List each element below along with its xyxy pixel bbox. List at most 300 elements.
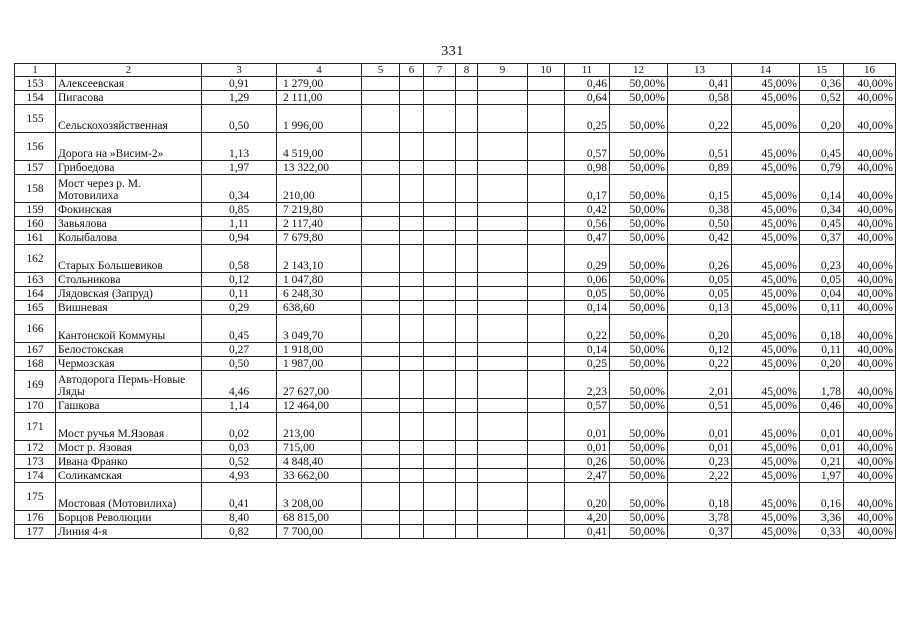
length-value: 1,13 [202,133,277,161]
empty-cell [528,315,565,343]
empty-cell [478,175,528,203]
empty-cell [478,273,528,287]
empty-cell [400,343,424,357]
area-value: 1 047,80 [277,273,362,287]
value-col-11: 0,47 [565,231,610,245]
area-value: 2 117,40 [277,217,362,231]
value-col-15: 0,33 [800,525,844,539]
length-value: 0,52 [202,455,277,469]
value-col-11: 0,06 [565,273,610,287]
value-col-13: 0,12 [668,343,732,357]
column-number-header: 16 [844,64,896,77]
empty-cell [528,483,565,511]
row-number: 154 [15,91,56,105]
empty-cell [362,217,400,231]
value-col-15: 0,11 [800,301,844,315]
empty-cell [362,315,400,343]
empty-cell [424,231,456,245]
empty-cell [478,343,528,357]
empty-cell [424,469,456,483]
percent-col-14: 45,00% [732,175,800,203]
area-value: 13 322,00 [277,161,362,175]
empty-cell [400,217,424,231]
value-col-15: 0,45 [800,133,844,161]
row-number: 155 [15,105,56,133]
percent-col-16: 40,00% [844,469,896,483]
empty-cell [478,455,528,469]
row-number: 175 [15,483,56,511]
length-value: 1,14 [202,399,277,413]
empty-cell [400,203,424,217]
empty-cell [478,301,528,315]
percent-col-12: 50,00% [610,413,668,441]
street-name: Мост ручья М.Язовая [56,413,202,441]
empty-cell [528,469,565,483]
table-row [15,91,896,105]
length-value: 0,12 [202,273,277,287]
row-number: 169 [15,371,56,399]
percent-col-12: 50,00% [610,441,668,455]
percent-col-16: 40,00% [844,161,896,175]
percent-col-14: 45,00% [732,91,800,105]
percent-col-16: 40,00% [844,301,896,315]
empty-cell [456,77,478,91]
column-number-header: 10 [528,64,565,77]
percent-col-16: 40,00% [844,441,896,455]
street-name: Сельскохозяйственная [56,105,202,133]
empty-cell [528,371,565,399]
table-row [15,469,896,483]
table-row [15,455,896,469]
table-row [15,217,896,231]
length-value: 0,50 [202,357,277,371]
table-row [15,273,896,287]
length-value: 1,29 [202,91,277,105]
area-value: 715,00 [277,441,362,455]
value-col-13: 0,05 [668,287,732,301]
percent-col-14: 45,00% [732,287,800,301]
percent-col-12: 50,00% [610,455,668,469]
street-name: Фокинская [56,203,202,217]
value-col-11: 0,46 [565,77,610,91]
empty-cell [400,161,424,175]
percent-col-12: 50,00% [610,525,668,539]
area-value: 1 987,00 [277,357,362,371]
empty-cell [362,357,400,371]
area-value: 6 248,30 [277,287,362,301]
value-col-15: 0,05 [800,273,844,287]
value-col-13: 0,22 [668,105,732,133]
area-value: 33 662,00 [277,469,362,483]
table-row [15,399,896,413]
column-number-header: 8 [456,64,478,77]
column-number-header: 9 [478,64,528,77]
column-number-header: 14 [732,64,800,77]
area-value: 1 918,00 [277,343,362,357]
empty-cell [478,91,528,105]
value-col-15: 0,20 [800,105,844,133]
value-col-11: 0,25 [565,357,610,371]
table-row [15,343,896,357]
value-col-15: 3,36 [800,511,844,525]
row-number: 174 [15,469,56,483]
row-number: 168 [15,357,56,371]
empty-cell [424,77,456,91]
percent-col-16: 40,00% [844,203,896,217]
empty-cell [400,483,424,511]
percent-col-12: 50,00% [610,245,668,273]
empty-cell [424,511,456,525]
street-name: Кантонской Коммуны [56,315,202,343]
length-value: 0,02 [202,413,277,441]
percent-col-14: 45,00% [732,441,800,455]
percent-col-12: 50,00% [610,469,668,483]
row-number: 173 [15,455,56,469]
street-name: Колыбалова [56,231,202,245]
percent-col-12: 50,00% [610,91,668,105]
percent-col-14: 45,00% [732,105,800,133]
street-name: Чермозская [56,357,202,371]
table-row [15,525,896,539]
percent-col-14: 45,00% [732,483,800,511]
empty-cell [424,203,456,217]
empty-cell [456,301,478,315]
percent-col-12: 50,00% [610,273,668,287]
empty-cell [362,483,400,511]
percent-col-16: 40,00% [844,413,896,441]
percent-col-16: 40,00% [844,105,896,133]
row-number: 163 [15,273,56,287]
empty-cell [478,371,528,399]
area-value: 210,00 [277,175,362,203]
empty-cell [528,217,565,231]
empty-cell [456,455,478,469]
empty-cell [362,455,400,469]
percent-col-14: 45,00% [732,133,800,161]
value-col-13: 2,22 [668,469,732,483]
percent-col-16: 40,00% [844,455,896,469]
empty-cell [400,357,424,371]
data-table [14,63,896,539]
table-row [15,77,896,91]
value-col-11: 0,14 [565,301,610,315]
value-col-15: 0,11 [800,343,844,357]
percent-col-16: 40,00% [844,77,896,91]
empty-cell [478,287,528,301]
empty-cell [478,357,528,371]
length-value: 0,58 [202,245,277,273]
empty-cell [424,161,456,175]
percent-col-16: 40,00% [844,343,896,357]
percent-col-12: 50,00% [610,357,668,371]
empty-cell [424,371,456,399]
value-col-13: 0,42 [668,231,732,245]
empty-cell [362,77,400,91]
area-value: 1 279,00 [277,77,362,91]
value-col-11: 0,25 [565,105,610,133]
empty-cell [528,357,565,371]
empty-cell [362,469,400,483]
empty-cell [400,231,424,245]
value-col-11: 0,42 [565,203,610,217]
row-number: 153 [15,77,56,91]
empty-cell [456,371,478,399]
table-row [15,175,896,203]
empty-cell [456,175,478,203]
empty-cell [400,441,424,455]
value-col-13: 0,50 [668,217,732,231]
row-number: 167 [15,343,56,357]
row-number: 165 [15,301,56,315]
empty-cell [424,441,456,455]
percent-col-14: 45,00% [732,399,800,413]
empty-cell [528,203,565,217]
empty-cell [478,315,528,343]
empty-cell [400,301,424,315]
table-row [15,105,896,133]
area-value: 2 111,00 [277,91,362,105]
empty-cell [400,77,424,91]
empty-cell [528,399,565,413]
percent-col-12: 50,00% [610,217,668,231]
area-value: 27 627,00 [277,371,362,399]
length-value: 1,11 [202,217,277,231]
empty-cell [362,287,400,301]
value-col-13: 0,18 [668,483,732,511]
empty-cell [456,287,478,301]
empty-cell [400,371,424,399]
value-col-11: 0,57 [565,399,610,413]
table-row [15,133,896,161]
empty-cell [400,273,424,287]
empty-cell [528,91,565,105]
empty-cell [478,217,528,231]
area-value: 7 679,80 [277,231,362,245]
value-col-13: 0,37 [668,525,732,539]
value-col-13: 0,13 [668,301,732,315]
empty-cell [400,511,424,525]
table-row [15,203,896,217]
empty-cell [478,525,528,539]
street-name: Борцов Революции [56,511,202,525]
percent-col-16: 40,00% [844,231,896,245]
empty-cell [528,231,565,245]
empty-cell [528,441,565,455]
row-number: 166 [15,315,56,343]
empty-cell [400,469,424,483]
value-col-11: 0,98 [565,161,610,175]
table-row [15,287,896,301]
value-col-11: 2,47 [565,469,610,483]
length-value: 0,41 [202,483,277,511]
row-number: 162 [15,245,56,273]
percent-col-12: 50,00% [610,105,668,133]
empty-cell [478,483,528,511]
empty-cell [478,511,528,525]
area-value: 4 519,00 [277,133,362,161]
empty-cell [456,161,478,175]
length-value: 0,11 [202,287,277,301]
table-row [15,161,896,175]
percent-col-12: 50,00% [610,301,668,315]
empty-cell [424,455,456,469]
percent-col-14: 45,00% [732,231,800,245]
value-col-15: 0,23 [800,245,844,273]
empty-cell [424,301,456,315]
column-number-header: 6 [400,64,424,77]
value-col-11: 0,41 [565,525,610,539]
empty-cell [528,343,565,357]
empty-cell [528,287,565,301]
empty-cell [362,105,400,133]
empty-cell [478,413,528,441]
value-col-15: 0,37 [800,231,844,245]
percent-col-16: 40,00% [844,357,896,371]
row-number: 161 [15,231,56,245]
percent-col-12: 50,00% [610,343,668,357]
row-number: 164 [15,287,56,301]
value-col-11: 4,20 [565,511,610,525]
value-col-11: 0,17 [565,175,610,203]
value-col-13: 0,01 [668,441,732,455]
street-name: Стольникова [56,273,202,287]
value-col-15: 0,01 [800,413,844,441]
column-number-header: 1 [15,64,56,77]
table-row [15,315,896,343]
empty-cell [400,455,424,469]
empty-cell [400,315,424,343]
table-row [15,231,896,245]
percent-col-16: 40,00% [844,91,896,105]
empty-cell [400,133,424,161]
street-name: Мост через р. М. Мотовилиха [56,175,202,203]
value-col-13: 0,41 [668,77,732,91]
length-value: 0,50 [202,105,277,133]
empty-cell [456,245,478,273]
percent-col-16: 40,00% [844,399,896,413]
empty-cell [400,245,424,273]
empty-cell [528,301,565,315]
empty-cell [456,105,478,133]
empty-cell [528,133,565,161]
empty-cell [478,105,528,133]
empty-cell [362,175,400,203]
percent-col-14: 45,00% [732,273,800,287]
value-col-13: 3,78 [668,511,732,525]
percent-col-14: 45,00% [732,357,800,371]
empty-cell [400,287,424,301]
value-col-15: 0,20 [800,357,844,371]
empty-cell [528,175,565,203]
column-number-header: 11 [565,64,610,77]
empty-cell [400,175,424,203]
empty-cell [400,413,424,441]
empty-cell [528,511,565,525]
percent-col-14: 45,00% [732,511,800,525]
empty-cell [456,483,478,511]
column-number-header: 3 [202,64,277,77]
value-col-11: 0,64 [565,91,610,105]
street-name: Завьялова [56,217,202,231]
length-value: 4,93 [202,469,277,483]
percent-col-14: 45,00% [732,301,800,315]
empty-cell [456,469,478,483]
row-number: 159 [15,203,56,217]
value-col-13: 0,89 [668,161,732,175]
percent-col-12: 50,00% [610,483,668,511]
value-col-15: 0,52 [800,91,844,105]
row-number: 177 [15,525,56,539]
street-name: Вишневая [56,301,202,315]
empty-cell [528,105,565,133]
empty-cell [362,301,400,315]
value-col-11: 0,22 [565,315,610,343]
percent-col-12: 50,00% [610,371,668,399]
empty-cell [362,413,400,441]
empty-cell [424,133,456,161]
area-value: 12 464,00 [277,399,362,413]
column-number-header: 15 [800,64,844,77]
length-value: 0,45 [202,315,277,343]
value-col-13: 0,01 [668,413,732,441]
percent-col-12: 50,00% [610,175,668,203]
empty-cell [400,399,424,413]
value-col-13: 0,15 [668,175,732,203]
empty-cell [456,217,478,231]
empty-cell [424,399,456,413]
area-value: 7 700,00 [277,525,362,539]
empty-cell [528,525,565,539]
table-row [15,371,896,399]
value-col-15: 0,01 [800,441,844,455]
percent-col-16: 40,00% [844,483,896,511]
page-number: 331 [441,44,464,59]
empty-cell [400,525,424,539]
empty-cell [424,245,456,273]
value-col-11: 0,26 [565,455,610,469]
empty-cell [424,105,456,133]
empty-cell [456,441,478,455]
empty-cell [456,525,478,539]
empty-cell [528,161,565,175]
length-value: 0,94 [202,231,277,245]
empty-cell [478,203,528,217]
street-name: Мост р. Язовая [56,441,202,455]
empty-cell [424,315,456,343]
value-col-15: 1,97 [800,469,844,483]
percent-col-16: 40,00% [844,273,896,287]
percent-col-16: 40,00% [844,371,896,399]
percent-col-12: 50,00% [610,287,668,301]
percent-col-12: 50,00% [610,77,668,91]
empty-cell [362,511,400,525]
percent-col-14: 45,00% [732,245,800,273]
value-col-13: 0,22 [668,357,732,371]
area-value: 2 143,10 [277,245,362,273]
column-number-header: 7 [424,64,456,77]
percent-col-12: 50,00% [610,161,668,175]
value-col-13: 2,01 [668,371,732,399]
percent-col-12: 50,00% [610,203,668,217]
column-number-header: 12 [610,64,668,77]
empty-cell [424,287,456,301]
area-value: 4 848,40 [277,455,362,469]
empty-cell [424,91,456,105]
empty-cell [362,371,400,399]
value-col-13: 0,05 [668,273,732,287]
empty-cell [400,91,424,105]
length-value: 0,91 [202,77,277,91]
